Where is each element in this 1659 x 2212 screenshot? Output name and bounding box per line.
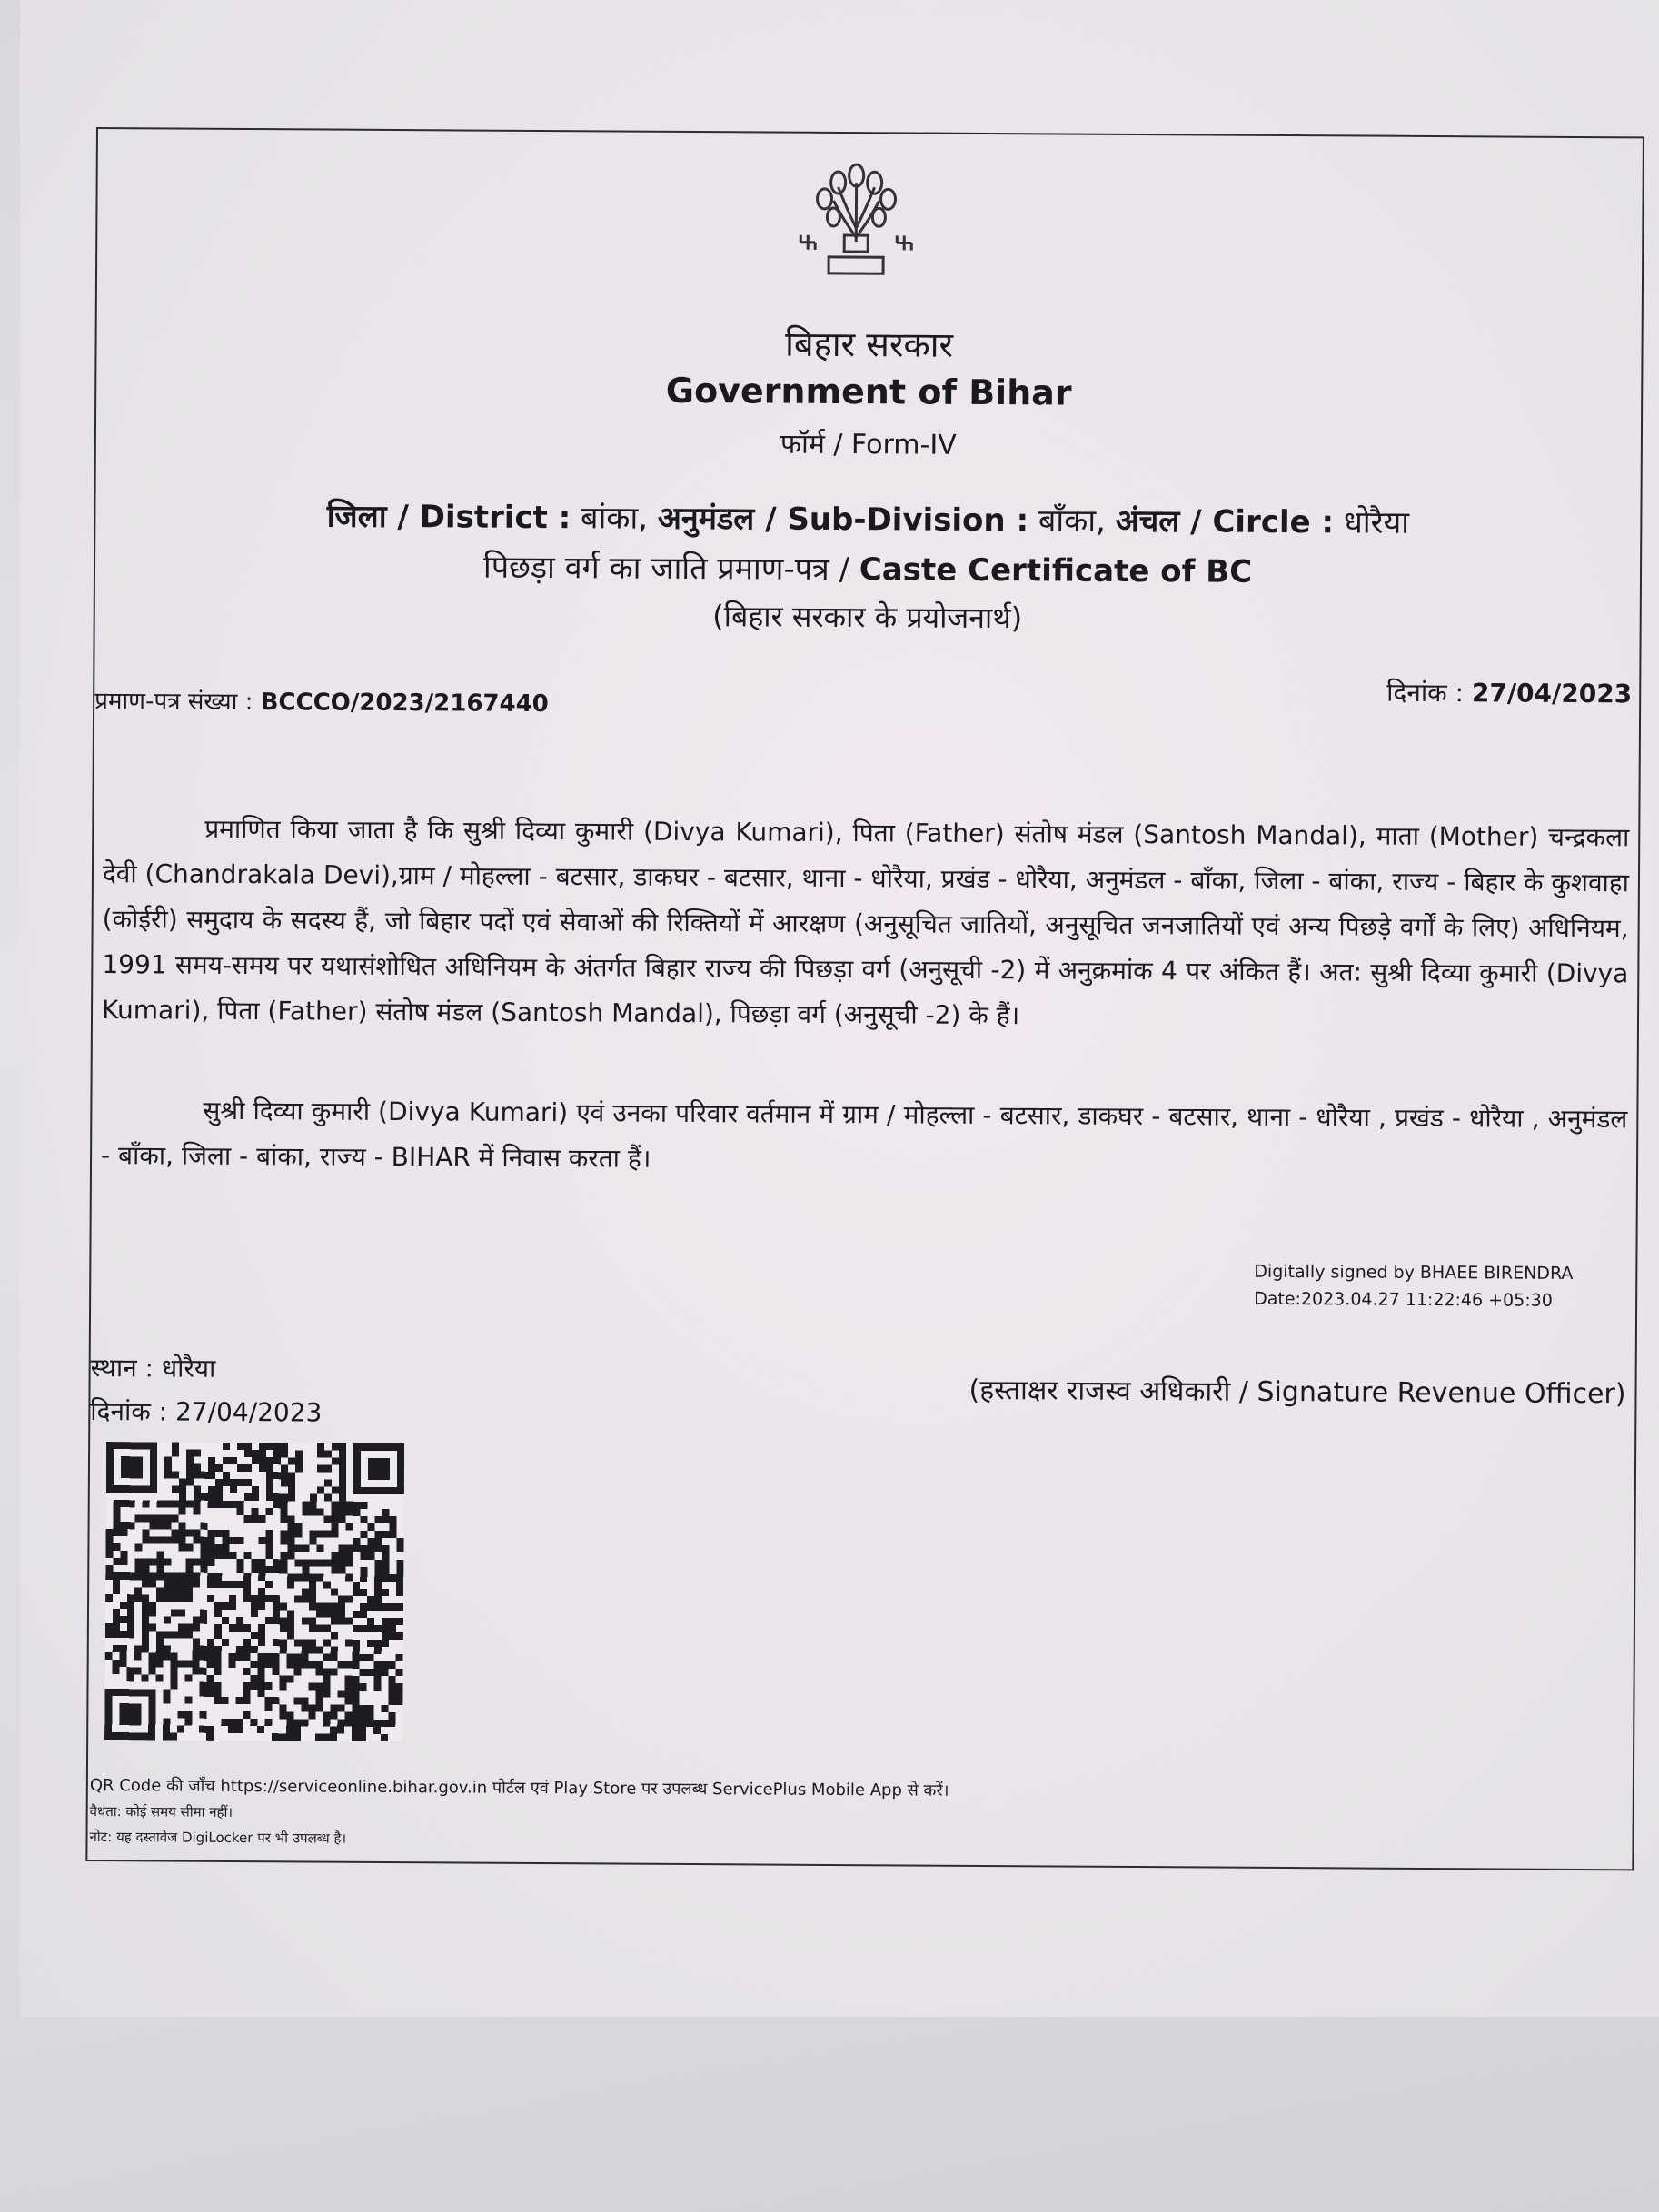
certification-paragraph: प्रमाणित किया जाता है कि सुश्री दिव्या कुमारी (Divya Kumari), पिता (Father) संतोष मंडल (Santosh Mandal), माता (Mother) चन्द्रकला देवी (Chandrakala Devi),ग्राम / मोहल्ला - बटसार, डाकघर - बटसार, थाना - धोरैया, प्रखंड - धोरैया, अनुमंडल - बाँका, जिला - बांका, राज्य - बिहार के कुशवाहा (कोईरी) समुदाय के सदस्य हैं, जो बिहार पदों एवं सेवाओं की रिक्तियों में आरक्षण (अनुसूचित जातियों, अनुसूचित जनजातियों एवं अन्य पिछड़े वर्गों के लिए) अधिनियम, 1991 समय-समय पर यथासंशोधित अधिनियम के अंतर्गत बिहार राज्य की पिछड़ा वर्ग (अनुसूची -2) में अनुक्रमांक 4 पर अंकित हैं। अत: सुश्री दिव्या कुमारी (Divya Kumari), पिता (Father) संतोष मंडल (Santosh Mandal), पिछड़ा वर्ग (अनुसूची -2) के हैं। [101, 813, 1630, 1031]
digilocker-note: नोट: यह दस्तावेज DigiLocker पर भी उपलब्ध है। [89, 1828, 347, 1847]
certificate-number-value: BCCCO/2023/2167440 [260, 689, 549, 719]
digital-signature-date: Date:2023.04.27 11:22:46 +05:30 [1254, 1288, 1553, 1311]
subdivision-value: बाँका, [1038, 502, 1107, 540]
validity-note: वैधता: कोई समय सीमा नहीं। [89, 1802, 233, 1820]
footer-date-line [90, 1390, 322, 1435]
qr-check-note: QR Code की जाँच https://serviceonline.bihar.gov.in पोर्टल एवं Play Store पर उपलब्ध ServicePlus Mobile App से करें। [89, 1775, 949, 1800]
footer-date-value: 27/04/2023 [174, 1396, 323, 1428]
footer-date-label: दिनांक : [90, 1395, 168, 1427]
place-line [91, 1346, 323, 1392]
issue-date [1386, 675, 1632, 711]
issue-date-label: दिनांक : [1386, 677, 1465, 709]
form-number: फॉर्म / Form-IV [780, 428, 957, 461]
certificate-title-hindi: पिछड़ा वर्ग का जाति प्रमाण-पत्र / [482, 549, 850, 589]
district-label: जिला / District : [326, 498, 571, 537]
circle-label: अंचल / Circle : [1115, 502, 1335, 541]
place-label: स्थान : [90, 1352, 154, 1384]
digital-signature-signer: Digitally signed by BHAEE BIRENDRA [1254, 1261, 1574, 1284]
footer-notes [89, 1773, 949, 1855]
govt-english-title: Government of Bihar [665, 370, 1072, 413]
signature-label: (हस्ताक्षर राजस्व अधिकारी / Signature Revenue Officer) [969, 1374, 1626, 1411]
qr-code-icon [104, 1442, 404, 1741]
certificate-number-label: प्रमाण-पत्र संख्या : [94, 688, 253, 717]
certificate-number [94, 683, 549, 719]
district-value: बांका, [580, 500, 649, 537]
govt-hindi-title: बिहार सरकार [784, 323, 954, 365]
certificate-border [85, 127, 1644, 1870]
place-and-date [90, 1346, 323, 1435]
digital-signature [1254, 1258, 1573, 1314]
certificate-paper [20, 0, 1659, 2017]
bihar-emblem-icon [788, 155, 925, 283]
certificate-purpose: (बिहार सरकार के प्रयोजनार्थ) [712, 599, 1023, 636]
certificate-title-english: Caste Certificate of BC [859, 551, 1253, 590]
location-line [95, 492, 1640, 543]
certificate-title [95, 542, 1640, 593]
circle-value: धोरैया [1343, 504, 1410, 541]
place-value: धोरैया [161, 1353, 216, 1384]
subdivision-label: अनुमंडल / Sub-Division : [657, 500, 1029, 540]
residence-paragraph: सुश्री दिव्या कुमारी (Divya Kumari) एवं उनका परिवार वर्तमान में ग्राम / मोहल्ला - बटसार, डाकघर - बटसार, थाना - धोरैया , प्रखंड - धोरैया , अनुमंडल - बाँका, जिला - बांका, राज्य - BIHAR में निवास करता हैं। [100, 1095, 1628, 1174]
issue-date-value: 27/04/2023 [1471, 678, 1633, 709]
